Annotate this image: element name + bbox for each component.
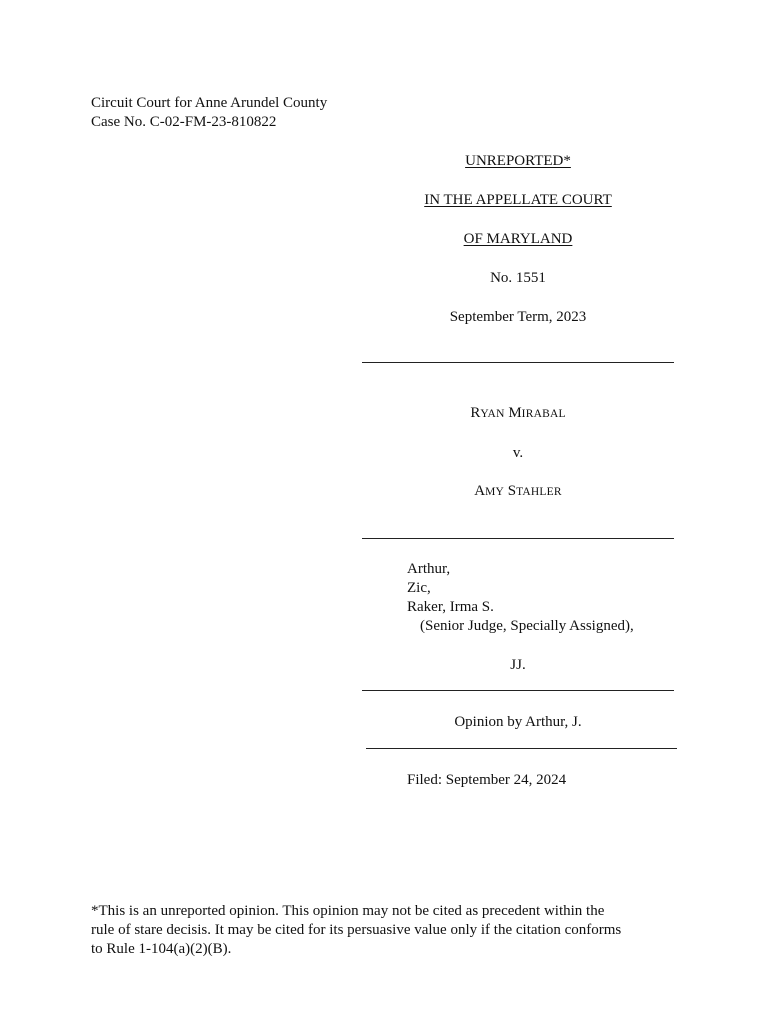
appellate-court-line-2: OF MARYLAND: [463, 231, 573, 247]
divider-rule-4: [366, 748, 677, 749]
appellate-court-line-1: IN THE APPELLATE COURT: [424, 192, 612, 208]
judge-assignment-note: (Senior Judge, Specially Assigned),: [420, 618, 634, 634]
lower-court-name: Circuit Court for Anne Arundel County: [91, 95, 328, 111]
term: September Term, 2023: [449, 309, 587, 325]
versus: v.: [512, 445, 524, 461]
footnote-line-3: to Rule 1-104(a)(2)(B).: [91, 941, 232, 957]
lower-court-block: [91, 94, 327, 132]
judge-3: Raker, Irma S.: [407, 599, 494, 615]
judge-1: Arthur,: [407, 561, 451, 577]
appellee-name: AMY STAHLER: [474, 483, 562, 499]
footnote: [91, 902, 691, 959]
case-number: Case No. C-02-FM-23-810822: [91, 114, 277, 130]
divider-rule-1: [362, 362, 674, 363]
appellant-name: RYAN MIRABAL: [470, 405, 566, 421]
judge-panel: [407, 560, 634, 636]
judges-suffix: JJ.: [510, 657, 526, 673]
divider-rule-2: [362, 538, 674, 539]
docket-number: No. 1551: [490, 270, 546, 286]
filed-date: Filed: September 24, 2024: [407, 772, 567, 788]
judge-2: Zic,: [407, 580, 431, 596]
unreported-label: UNREPORTED*: [465, 153, 571, 169]
opinion-author: Opinion by Arthur, J.: [454, 714, 582, 730]
footnote-line-1: *This is an unreported opinion. This opinion may not be cited as precedent within the: [91, 903, 605, 919]
unreported-heading: [362, 152, 674, 171]
footnote-line-2: rule of stare decisis. It may be cited for its persuasive value only if the citation conforms: [91, 922, 622, 938]
divider-rule-3: [362, 690, 674, 691]
